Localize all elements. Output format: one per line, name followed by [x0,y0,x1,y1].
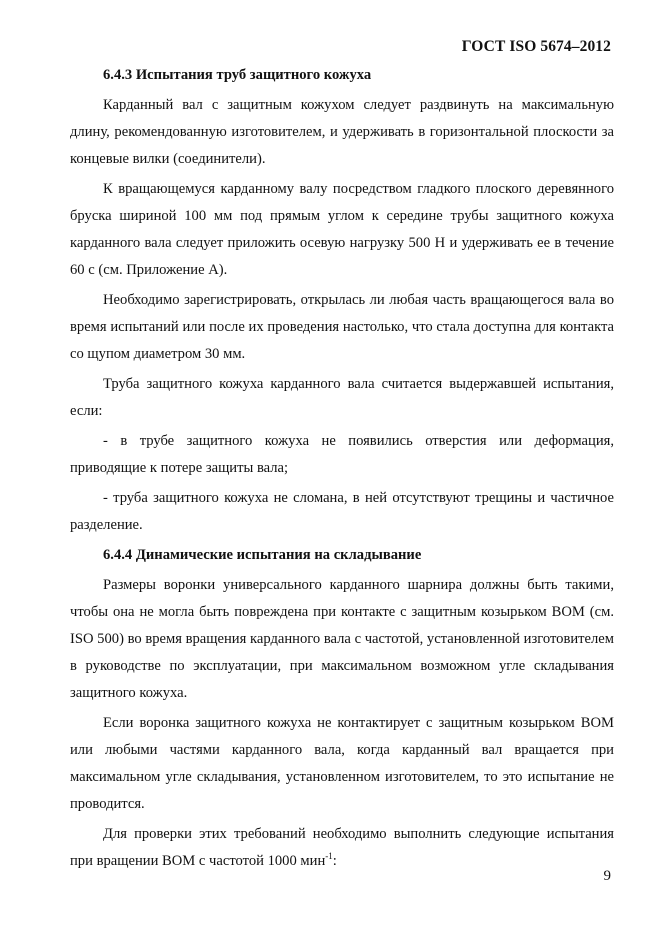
paragraph: Труба защитного кожуха карданного вала считается выдержавшей испытания, если: [70,376,614,419]
paragraph: К вращающемуся карданному валу посредством гладкого плоского деревянного бруска шириной 100 мм под прямым углом к середине трубы защитного кожуха карданного вала следует приложить осевую нагрузку 500 Н и удерживать ее в течение 60 с (см. Приложение А). [70,181,614,278]
section-heading-6-4-3: 6.4.3 Испытания труб защитного кожуха [103,67,372,83]
page-body [70,62,614,875]
paragraph: Если воронка защитного кожуха не контактирует с защитным козырьком ВОМ или любыми частями карданного вала, когда карданный вал вращается при максимальном угле складывания, установленном изготовителем, то это испытание не проводится. [70,715,614,812]
page-number: 9 [603,868,611,884]
paragraph: Карданный вал с защитным кожухом следует раздвинуть на максимальную длину, рекомендованную изготовителем, и удерживать в горизонтальной плоскости за концевые вилки (соединители). [70,97,614,167]
paragraph-text: Для проверки этих требований необходимо выполнить следующие испытания при вращении ВОМ с частотой 1000 мин [70,826,614,869]
section-heading-6-4-4: 6.4.4 Динамические испытания на складывание [103,547,422,563]
document-header: ГОСТ ISO 5674–2012 [461,38,611,55]
list-item: - труба защитного кожуха не сломана, в ней отсутствуют трещины и частичное разделение. [70,490,614,533]
paragraph [70,821,614,875]
paragraph: Необходимо зарегистрировать, открылась ли любая часть вращающегося вала во время испытаний или после их проведения настолько, что стала доступна для контакта со щупом диаметром 30 мм. [70,292,614,362]
superscript-exponent: -1 [325,851,333,862]
paragraph-end: : [332,853,337,869]
paragraph: Размеры воронки универсального карданного шарнира должны быть такими, чтобы она не могла быть повреждена при контакте с защитным козырьком ВОМ (см. ISO 500) во время вращения карданного вала с частотой, установленной изготовителем в руководстве по эксплуатации, при максимальном возможном угле складывания защитного кожуха. [70,577,614,701]
list-item: - в трубе защитного кожуха не появились отверстия или деформация, приводящие к потере защиты вала; [70,433,614,476]
